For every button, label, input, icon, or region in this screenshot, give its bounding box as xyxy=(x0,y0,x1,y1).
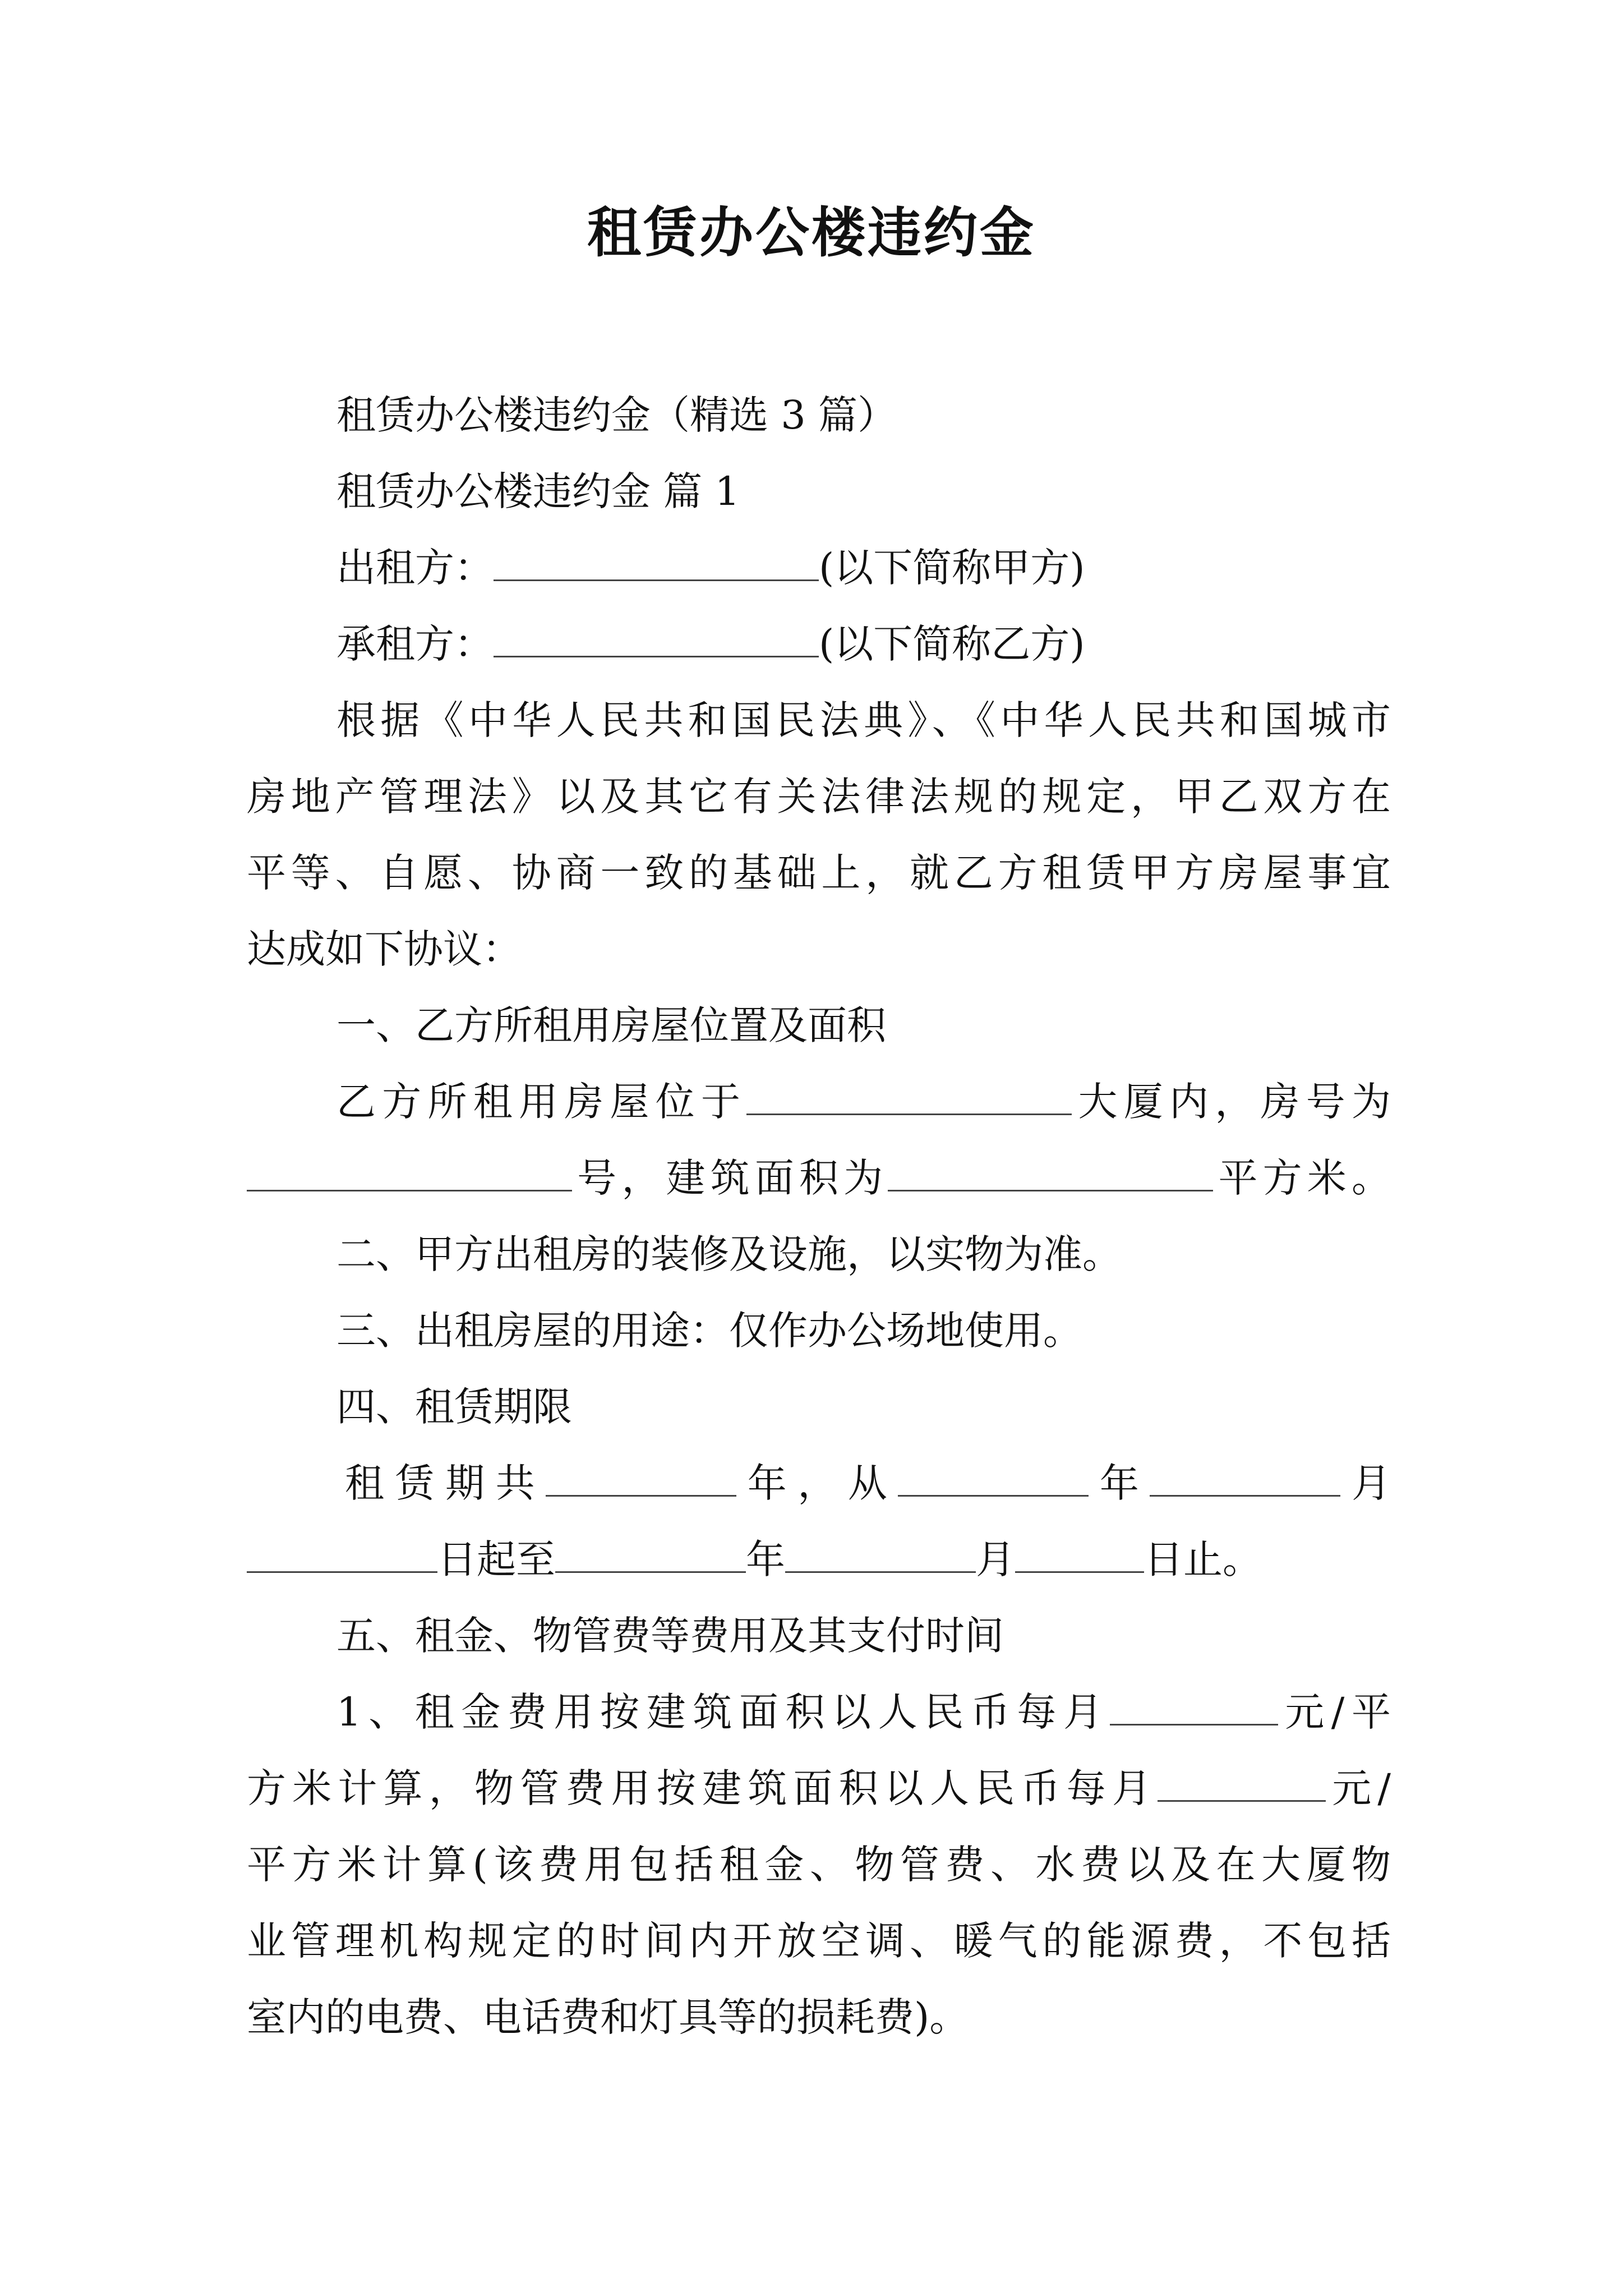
start-day-blank xyxy=(247,1532,437,1573)
building-name-blank xyxy=(746,1074,1072,1115)
end-day-blank xyxy=(1015,1532,1144,1573)
document-title: 租赁办公楼违约金 xyxy=(587,201,1036,264)
clause2-text: 二、甲方出租房的装修及设施，以实物为准。 xyxy=(336,1231,1122,1277)
end-month-label: 月 xyxy=(976,1536,1015,1582)
clause1-line-1 xyxy=(336,1074,1391,1130)
lease-years-blank xyxy=(546,1456,736,1497)
lessee-suffix: (以下简称乙方) xyxy=(819,621,1085,667)
lessee-label: 承租方： xyxy=(336,621,494,667)
lessee-line xyxy=(336,616,1391,672)
preamble-line-1: 根据《中华人民共和国民法典》、《中华人民共和国城市 xyxy=(336,697,1391,743)
clause5-line-5: 室内的电费、电话费和灯具等的损耗费)。 xyxy=(247,1994,969,2040)
clause5-heading: 五、租金、物管费等费用及其支付时间 xyxy=(336,1613,1004,1659)
clause1-room-label: 大厦内，房号为 xyxy=(1072,1079,1391,1125)
end-year-blank xyxy=(555,1532,746,1573)
clause3-text: 三、出租房屋的用途：仅作办公场地使用。 xyxy=(336,1308,1082,1354)
clause5-line-3: 平方米计算(该费用包括租金、物管费、水费以及在大厦物 xyxy=(247,1842,1391,1888)
clause1-area-label: 号，建筑面积为 xyxy=(572,1155,888,1201)
room-number-blank xyxy=(247,1151,572,1191)
clause5-line-1 xyxy=(336,1684,1391,1740)
management-fee-blank xyxy=(1158,1761,1326,1802)
lessee-name-blank xyxy=(494,616,819,657)
management-fee-label: 方米计算，物管费用按建筑面积以人民币每月 xyxy=(247,1765,1158,1811)
start-month-blank xyxy=(1150,1456,1340,1497)
lessor-label: 出租方： xyxy=(336,545,494,591)
end-year-label: 年 xyxy=(746,1536,785,1582)
lessor-line xyxy=(336,540,1391,596)
document-subtitle: 租赁办公楼违约金（精选 3 篇） xyxy=(336,392,897,438)
clause4-line-2 xyxy=(247,1531,1391,1588)
clause5-line-2 xyxy=(247,1760,1391,1816)
preamble-line-4: 达成如下协议： xyxy=(247,926,522,972)
clause1-line-2 xyxy=(247,1150,1391,1206)
preamble-line-3: 平等、自愿、协商一致的基础上，就乙方租赁甲方房屋事宜 xyxy=(247,850,1391,896)
clause1-unit-label: 平方米。 xyxy=(1213,1155,1391,1201)
lease-term-label: 租赁期共 xyxy=(345,1460,546,1506)
end-day-label: 日止。 xyxy=(1144,1536,1262,1582)
lessor-name-blank xyxy=(494,540,819,581)
floor-area-blank xyxy=(888,1151,1213,1191)
section-heading: 租赁办公楼违约金 篇 1 xyxy=(336,468,740,514)
rent-unit-label: 元/平 xyxy=(1278,1689,1391,1735)
clause1-heading: 一、乙方所租用房屋位置及面积 xyxy=(336,1002,886,1048)
lessor-suffix: (以下简称甲方) xyxy=(819,545,1085,591)
start-month-label: 月 xyxy=(1340,1460,1391,1506)
clause4-line-1 xyxy=(345,1455,1391,1511)
clause4-heading: 四、租赁期限 xyxy=(336,1384,572,1430)
lease-from-label: 年，从 xyxy=(736,1460,898,1506)
end-month-blank xyxy=(785,1532,976,1573)
rent-rate-label: 1、租金费用按建筑面积以人民币每月 xyxy=(336,1689,1110,1735)
clause1-location-label: 乙方所租用房屋位于 xyxy=(336,1079,747,1125)
rent-rate-blank xyxy=(1110,1685,1278,1726)
preamble-line-2: 房地产管理法》以及其它有关法律法规的规定，甲乙双方在 xyxy=(247,774,1391,820)
end-from-label: 日起至 xyxy=(437,1536,555,1582)
start-year-blank xyxy=(898,1456,1089,1497)
clause5-line-4: 业管理机构规定的时间内开放空调、暖气的能源费，不包括 xyxy=(247,1918,1391,1964)
management-fee-unit: 元/ xyxy=(1326,1765,1391,1811)
start-year-label: 年 xyxy=(1089,1460,1150,1506)
